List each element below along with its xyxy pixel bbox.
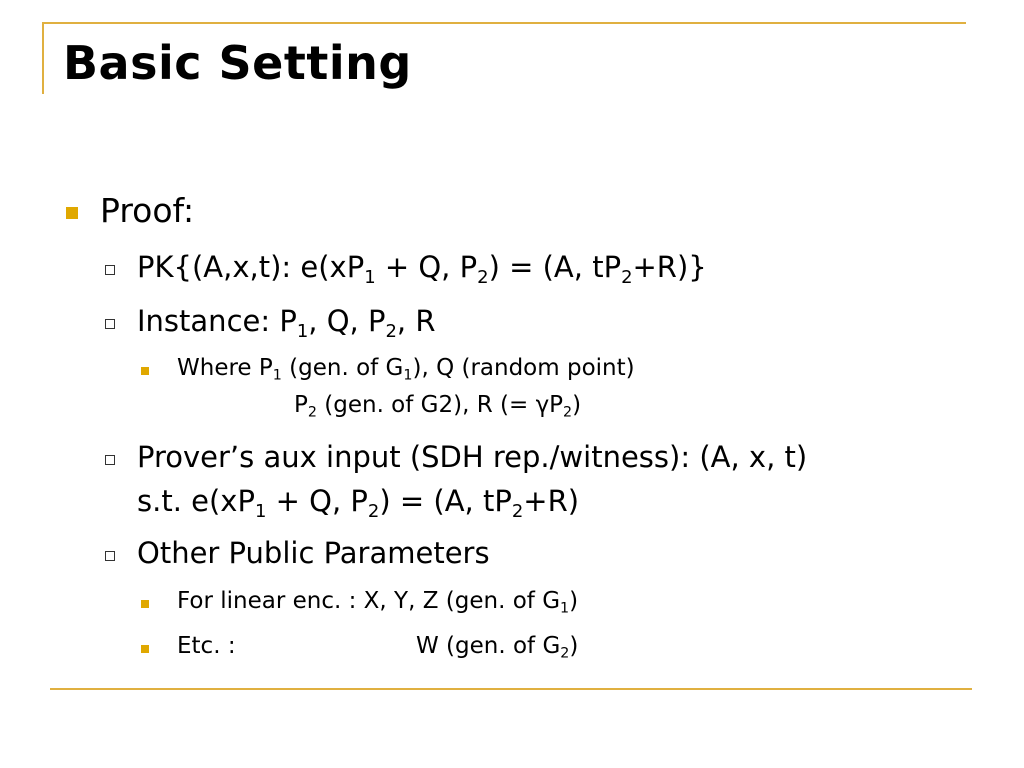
where1-sub-2: 1 (403, 367, 413, 384)
prover2-sub-2: 2 (367, 500, 380, 522)
etc-label: Etc. : (177, 633, 236, 659)
bottom-rule (50, 688, 972, 690)
slide-title: Basic Setting (63, 36, 412, 90)
where-line-2 (294, 392, 582, 421)
other-params-label: Other Public Parameters (137, 536, 490, 570)
bullet-hollow-square-icon (105, 551, 115, 561)
pk-text-b: + Q, P (375, 250, 478, 284)
pk-sub-1: 1 (364, 266, 376, 288)
bullet-square-icon (66, 207, 78, 219)
etc-value (416, 633, 579, 662)
where2-text-b: (gen. of G2), R (= γP (316, 392, 564, 418)
proof-label: Proof: (100, 191, 195, 230)
linear-sub-1: 1 (560, 600, 570, 617)
instance-line (137, 304, 436, 342)
top-rule-vertical (42, 22, 44, 94)
pk-statement (137, 250, 707, 288)
prover-line-2 (137, 484, 580, 522)
bullet-square-small-icon (141, 367, 149, 375)
linear-enc-line (177, 588, 579, 617)
etc-text-b: ) (569, 633, 579, 659)
pk-text-c: ) = (A, tP (488, 250, 622, 284)
where-line-1 (177, 355, 635, 384)
etc-sub-1: 2 (560, 645, 570, 662)
where2-text-a: P (294, 392, 308, 418)
bullet-square-small-icon (141, 645, 149, 653)
bullet-hollow-square-icon (105, 319, 115, 329)
instance-sub-1: 1 (296, 320, 309, 342)
prover2-sub-1: 1 (254, 500, 267, 522)
where2-text-c: ) (572, 392, 582, 418)
where1-sub-1: 1 (272, 367, 282, 384)
instance-text-a: Instance: P (137, 304, 297, 338)
instance-text-b: , Q, P (308, 304, 386, 338)
instance-text-c: , R (396, 304, 436, 338)
where2-sub-2: 2 (563, 404, 573, 421)
bullet-hollow-square-icon (105, 455, 115, 465)
top-rule-horizontal (42, 22, 966, 24)
linear-text-b: ) (569, 588, 579, 614)
bullet-hollow-square-icon (105, 265, 115, 275)
where1-text-b: (gen. of G (281, 355, 404, 381)
bullet-square-small-icon (141, 600, 149, 608)
prover-line-1: Prover’s aux input (SDH rep./witness): (A, x, t) (137, 440, 808, 474)
where1-text-a: Where P (177, 355, 273, 381)
prover2-text-b: + Q, P (266, 484, 368, 518)
linear-text-a: For linear enc. : X, Y, Z (gen. of G (177, 588, 561, 614)
where1-text-c: ), Q (random point) (412, 355, 635, 381)
prover2-text-a: s.t. e(xP (137, 484, 255, 518)
pk-sub-3: 2 (621, 266, 633, 288)
prover2-text-d: +R) (523, 484, 580, 518)
prover2-text-c: ) = (A, tP (379, 484, 512, 518)
pk-sub-2: 2 (477, 266, 489, 288)
pk-text-a: PK{(A,x,t): e(xP (137, 250, 365, 284)
prover2-sub-3: 2 (511, 500, 524, 522)
etc-text-a: W (gen. of G (416, 633, 561, 659)
instance-sub-2: 2 (385, 320, 397, 342)
pk-text-d: +R)} (632, 250, 707, 284)
where2-sub-1: 2 (307, 404, 317, 421)
